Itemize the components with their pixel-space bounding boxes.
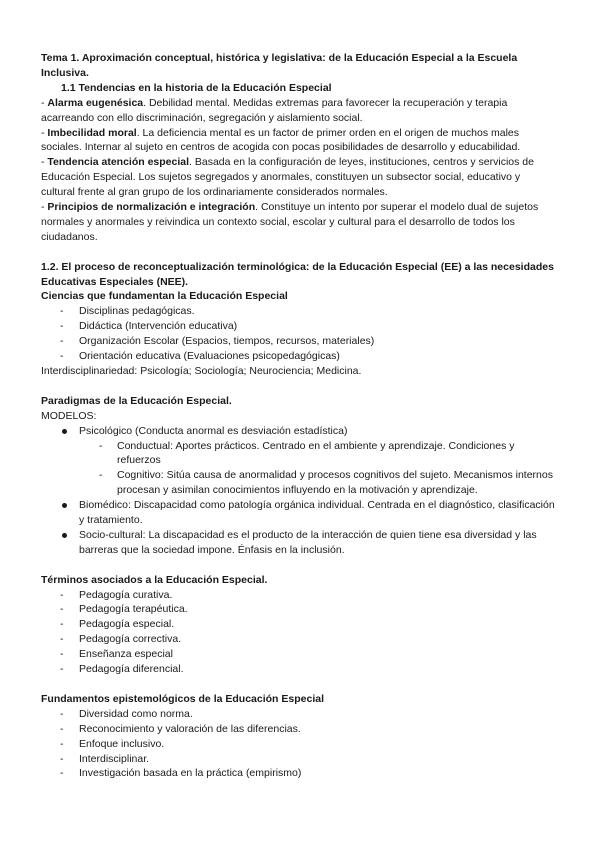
list-item: - Pedagogía especial. — [41, 617, 556, 632]
list-item: - Disciplinas pedagógicas. — [41, 304, 556, 319]
list-item: - Organización Escolar (Espacios, tiempos, recursos, materiales) — [41, 334, 556, 349]
tendencia-item: - Imbecilidad moral. La deficiencia mental es un factor de primer orden en el origen de muchos males sociales. Internar al sujeto en centros de acogida con pocas posibilidades de desarrollo y educabilidad. — [41, 126, 521, 154]
ciencias-heading: Ciencias que fundamentan la Educación Especial — [41, 290, 288, 303]
section12-heading: 1.2. El proceso de reconceptualización terminológica: de la Educación Especial (EE) a las necesidades Educativas Especiales (NEE). — [41, 260, 554, 288]
list-item: - Pedagogía terapéutica. — [41, 602, 556, 617]
sub-item: - Cognitivo: Sitúa causa de anormalidad y procesos cognitivos del sujeto. Mecanismos internos procesan y asimilan conocimientos influyendo en la motivación y aprendizaje. — [79, 468, 556, 498]
terminos-list — [41, 588, 556, 677]
terminos-heading: Términos asociados a la Educación Especial. — [41, 573, 268, 586]
list-item: - Diversidad como norma. — [41, 707, 556, 722]
list-item: - Enseñanza especial — [41, 647, 556, 662]
list-item: - Pedagogía curativa. — [41, 588, 556, 603]
model-item: Socio-cultural: La discapacidad es el producto de la interacción de quien tiene esa diversidad y las barreras que la sociedad impone. Énfasis en la inclusión. — [41, 528, 556, 558]
sub-item: - Conductual: Aportes prácticos. Centrado en el ambiente y aprendizaje. Condiciones y refuerzos — [79, 439, 556, 469]
list-item: - Reconocimiento y valoración de las diferencias. — [41, 722, 556, 737]
tendencia-term: Tendencia atención especial — [47, 156, 190, 169]
fundamentos-heading: Fundamentos epistemológicos de la Educación Especial — [41, 692, 324, 705]
tendencia-term: Imbecilidad moral — [47, 126, 137, 139]
model-item: Psicológico (Conducta anormal es desviación estadística) - Conductual: Aportes prácticos. Centrado en el ambiente y aprendizaje. Condiciones y refuerzos - Cognitivo: Sitúa causa de anormalidad y procesos cognitivos del sujeto. Mecanismos internos procesan y asimilan conocimientos influyendo en la motivación y aprendizaje. — [41, 424, 556, 499]
tendencia-item: - Alarma eugenésica. Debilidad mental. Medidas extremas para favorecer la recuperación y terapia acarreando con ello discriminación, segregación y aislamiento social. — [41, 96, 508, 124]
tendencias-list — [41, 96, 556, 245]
bullet-icon — [62, 533, 67, 538]
list-item: - Orientación educativa (Evaluaciones psicopedagógicas) — [41, 349, 556, 364]
list-item: - Didáctica (Intervención educativa) — [41, 319, 556, 334]
fundamentos-list — [41, 707, 556, 782]
model-item: Biomédico: Discapacidad como patología orgánica individual. Centrada en el diagnóstico, clasificación y tratamiento. — [41, 498, 556, 528]
tendencia-term: Alarma eugenésica — [47, 96, 144, 109]
bullet-icon — [62, 503, 67, 508]
tema-title: Tema 1. Aproximación conceptual, histórica y legislativa: de la Educación Especial a la Escuela Inclusiva. — [41, 52, 518, 79]
list-item: - Pedagogía correctiva. — [41, 632, 556, 647]
interdisciplinariedad: Interdisciplinariedad: Psicología; Sociología; Neurociencia; Medicina. — [41, 365, 362, 378]
list-item: - Pedagogía diferencial. — [41, 662, 556, 677]
document-content — [41, 51, 556, 781]
tendencia-item: - Tendencia atención especial. Basada en la configuración de leyes, instituciones, centros y servicios de Educación Especial. Los sujetos segregados y anormales, constituyen un subsector social, educativo y cultural frente al gran grupo de los ordinariamente considerados normales. — [41, 156, 534, 199]
modelos-label: MODELOS: — [41, 409, 97, 422]
bullet-icon — [62, 429, 67, 434]
list-item: - Investigación basada en la práctica (empirismo) — [41, 766, 556, 781]
tendencia-term: Principios de normalización e integración — [47, 201, 256, 214]
paradigmas-heading: Paradigmas de la Educación Especial. — [41, 394, 232, 407]
ciencias-list — [41, 304, 556, 364]
tema-subtitle: 1.1 Tendencias en la historia de la Educación Especial — [61, 81, 332, 94]
list-item: - Enfoque inclusivo. — [41, 737, 556, 752]
list-item: - Interdisciplinar. — [41, 752, 556, 767]
tendencia-item: - Principios de normalización e integración. Constituye un intento por superar el modelo dual de sujetos normales y anormales y reivindica un contexto social, escolar y cultural para el desarrollo de todos los ciudadanos. — [41, 201, 539, 243]
modelos-list — [41, 424, 556, 558]
psicologico-sublist — [79, 439, 556, 499]
